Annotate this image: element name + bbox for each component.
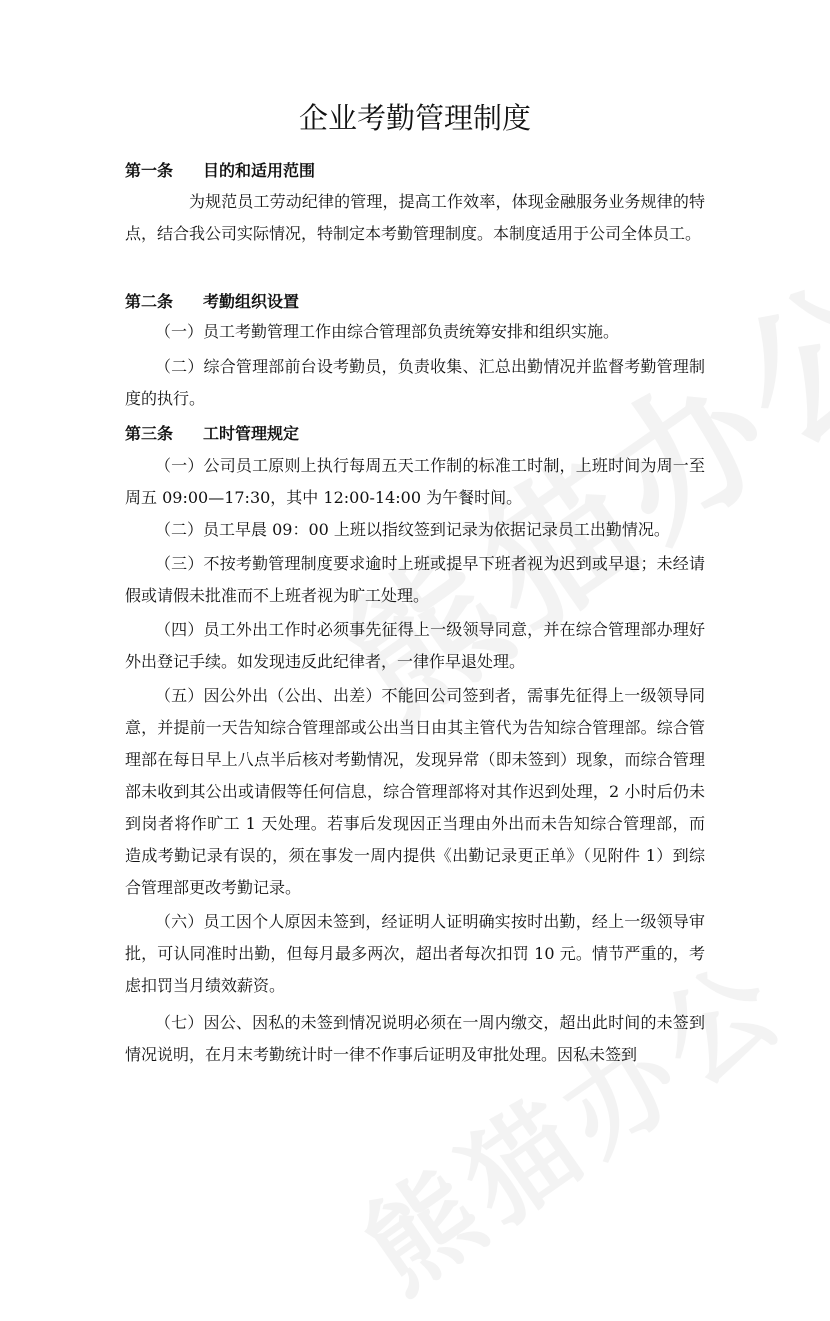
section-title: 目的和适用范围: [203, 161, 316, 180]
section-title: 工时管理规定: [203, 424, 300, 443]
section-title: 考勤组织设置: [203, 292, 300, 311]
section-heading-1: [125, 161, 315, 181]
paragraph: （七）因公、因私的未签到情况说明必须在一周内缴交，超出此时间的未签到情况说明，在月末考勤统计时一律不作事后证明及审批处理。因私未签到: [125, 1013, 705, 1064]
paragraph: （二）综合管理部前台设考勤员，负责收集、汇总出勤情况并监督考勤管理制度的执行。: [125, 357, 705, 408]
section-heading-2: [125, 292, 299, 312]
paragraph: （一）员工考勤管理工作由综合管理部负责统筹安排和组织实施。: [155, 322, 620, 341]
paragraph: （六）员工因个人原因未签到，经证明人证明确实按时出勤，经上一级领导审批，可认同准时出勤，但每月最多两次，超出者每次扣罚 10 元。情节严重的，考虑扣罚当月绩效薪资。: [125, 912, 705, 995]
paragraph: （四）员工外出工作时必须事先征得上一级领导同意，并在综合管理部办理好外出登记手续。如发现违反此纪律者，一律作早退处理。: [125, 620, 705, 671]
section-number: 第三条: [125, 424, 174, 443]
document-title: 企业考勤管理制度: [298, 101, 531, 135]
section-number: 第一条: [125, 161, 174, 180]
paragraph: （五）因公外出（公出、出差）不能回公司签到者，需事先征得上一级领导同意，并提前一天告知综合管理部或公出当日由其主管代为告知综合管理部。综合管理部在每日早上八点半后核对考勤情况，发现异常（即未签到）现象，而综合管理部未收到其公出或请假等任何信息，综合管理部将对其作迟到处理，2 小时后仍未到岗者将作旷工 1 天处理。若事后发现因正当理由外出而未告知综合管理部，而造成考勤记录有误的，须在事发一周内提供《出勤记录更正单》（见附件 1）到综合管理部更改考勤记录。: [125, 686, 705, 897]
paragraph: （一）公司员工原则上执行每周五天工作制的标准工时制，上班时间为周一至周五 09:00—17:30，其中 12:00-14:00 为午餐时间。: [125, 456, 705, 507]
section-heading-3: [125, 424, 299, 444]
paragraph: 为规范员工劳动纪律的管理，提高工作效率，体现金融服务业务规律的特点，结合我公司实际情况，特制定本考勤管理制度。本制度适用于公司全体员工。: [125, 192, 705, 243]
paragraph: （三）不按考勤管理制度要求逾时上班或提早下班者视为迟到或早退；未经请假或请假未批准而不上班者视为旷工处理。: [125, 554, 705, 605]
section-number: 第二条: [125, 292, 174, 311]
paragraph: （二）员工早晨 09：00 上班以指纹签到记录为依据记录员工出勤情况。: [155, 520, 670, 539]
